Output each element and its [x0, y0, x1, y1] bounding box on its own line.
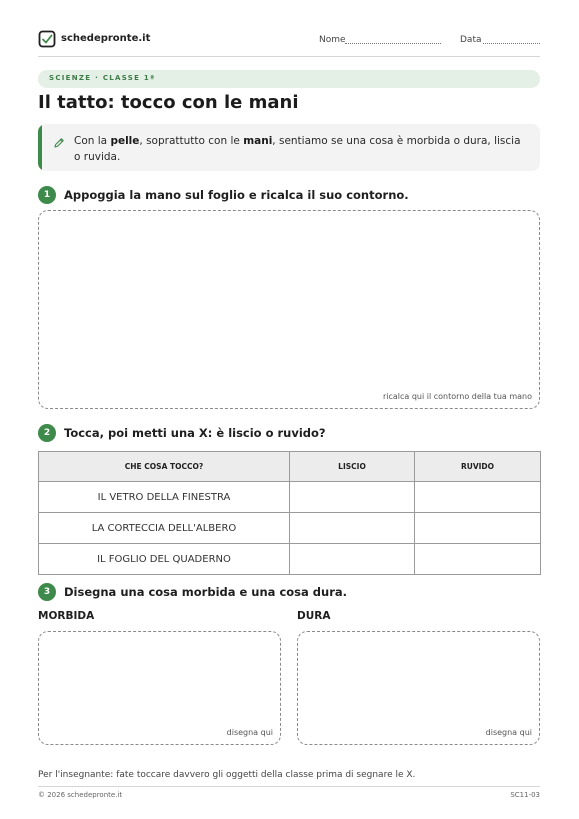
step-1-heading	[38, 186, 540, 204]
draw-hint: disegna qui	[485, 728, 532, 737]
intro-keyword-pelle: pelle	[110, 135, 140, 147]
date-field-line[interactable]	[483, 43, 540, 44]
rough-check-cell[interactable]	[415, 544, 541, 575]
page-header	[38, 29, 540, 51]
column-header-smooth: LISCIO	[290, 452, 415, 482]
date-label: Data	[460, 35, 482, 45]
hard-drawing-area[interactable]	[297, 631, 540, 745]
intro-text-part: , sentiamo se una cosa è morbida o dura, liscia o ruvida.	[74, 135, 521, 163]
hard-label: DURA	[297, 610, 331, 622]
intro-callout	[38, 124, 540, 171]
step-number-badge: 3	[38, 583, 56, 601]
smooth-check-cell[interactable]	[290, 544, 415, 575]
table-row	[39, 544, 541, 575]
subject-badge	[38, 70, 540, 88]
soft-drawing-area[interactable]	[38, 631, 281, 745]
teacher-note: Per l'insegnante: fate toccare davvero gli oggetti della classe prima di segnare le X.	[38, 770, 416, 780]
draw-hint: disegna qui	[226, 728, 273, 737]
object-cell: IL VETRO DELLA FINESTRA	[39, 482, 290, 513]
smooth-check-cell[interactable]	[290, 513, 415, 544]
step-2-heading	[38, 424, 540, 442]
subject-label: SCIENZE · CLASSE 1ª	[49, 74, 156, 82]
rough-check-cell[interactable]	[415, 513, 541, 544]
footer-divider	[38, 786, 540, 787]
page-title: Il tatto: tocco con le mani	[38, 92, 299, 113]
step-instruction: Disegna una cosa morbida e una cosa dura.	[64, 585, 347, 599]
soft-label: MORBIDA	[38, 610, 95, 622]
pencil-icon	[53, 137, 65, 149]
column-header-rough: RUVIDO	[415, 452, 541, 482]
step-number-badge: 1	[38, 186, 56, 204]
intro-text-part: Con la	[74, 135, 111, 147]
table-header-row	[39, 452, 541, 482]
touch-table	[38, 451, 541, 575]
hand-trace-area[interactable]	[38, 210, 540, 409]
column-header-object: CHE COSA TOCCO?	[39, 452, 290, 482]
table-row	[39, 482, 541, 513]
worksheet-page	[38, 0, 540, 819]
name-label: Nome	[319, 35, 346, 45]
checkbox-logo-icon	[38, 30, 56, 48]
intro-keyword-mani: mani	[243, 135, 273, 147]
header-divider	[38, 56, 540, 57]
object-cell: IL FOGLIO DEL QUADERNO	[39, 544, 290, 575]
intro-text-part: , soprattutto con le	[139, 135, 244, 147]
table-row	[39, 513, 541, 544]
intro-accent-bar	[38, 124, 42, 171]
smooth-check-cell[interactable]	[290, 482, 415, 513]
object-cell: LA CORTECCIA DELL'ALBERO	[39, 513, 290, 544]
intro-text	[74, 133, 524, 165]
brand-name: schedepronte.it	[61, 33, 151, 44]
hand-trace-hint: ricalca qui il contorno della tua mano	[382, 392, 532, 401]
step-instruction: Tocca, poi metti una X: è liscio o ruvido?	[64, 426, 326, 440]
footer-copyright: © 2026 schedepronte.it	[38, 791, 123, 799]
step-number-badge: 2	[38, 424, 56, 442]
step-instruction: Appoggia la mano sul foglio e ricalca il suo contorno.	[64, 188, 409, 202]
rough-check-cell[interactable]	[415, 482, 541, 513]
step-3-heading	[38, 583, 540, 601]
name-field-line[interactable]	[345, 43, 441, 44]
footer-code: SC11-03	[510, 791, 540, 799]
